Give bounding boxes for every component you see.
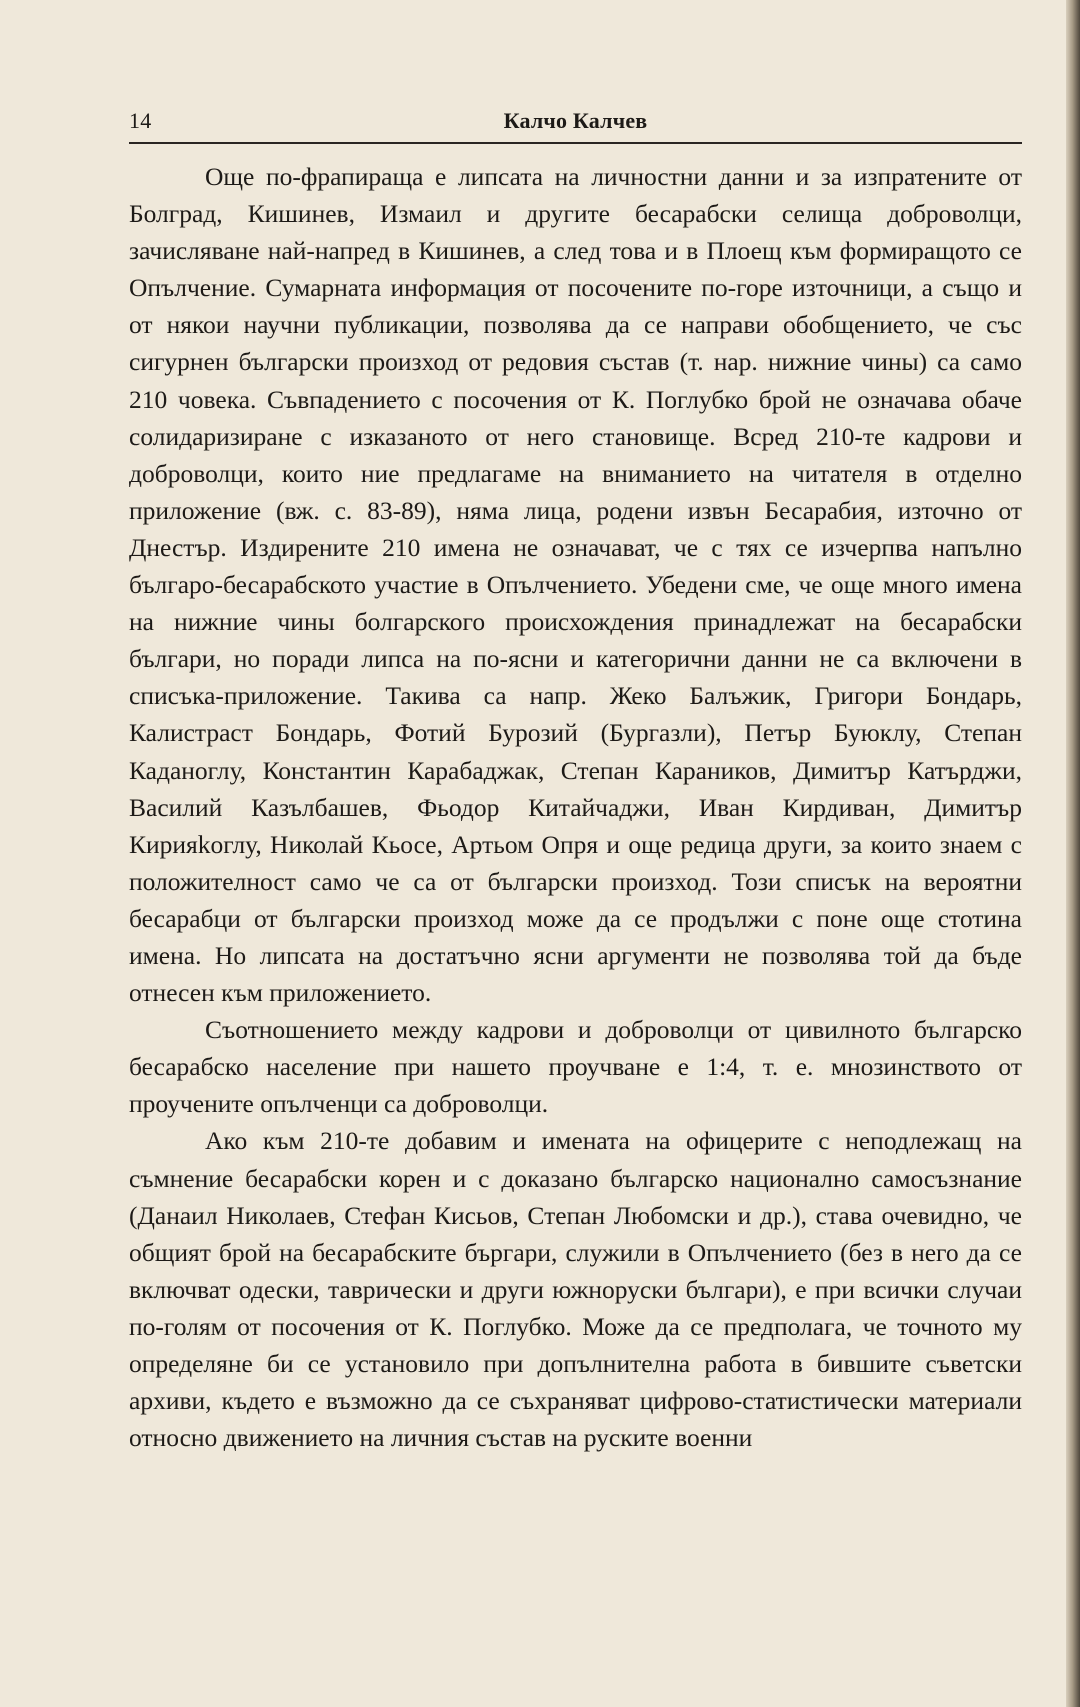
- running-head-author: Калчо Калчев: [503, 108, 648, 133]
- running-head: [129, 108, 1022, 140]
- body-text: [129, 158, 1022, 1456]
- paragraph: Още по-фрапираща е липсата на личностни данни и за изпратените от Болград, Кишинев, Измаил и другите бесарабски селища доброволци, зачисляване най-напред в Кишинев, а след това и в Плоещ към формиращото се Опълчение. Сумарната информация от посочените по-горе източници, а също и от някои научни публикации, позволява да се направи обобщението, че със сигурнен български произход от редовия състав (т. нар. нижние чины) са само 210 човека. Съвпадението с посочения от К. Поглубко брой не означава обаче солидаризиране с изказаното от него становище. Всред 210-те кадрови и доброволци, които ние предлагаме на вниманието на читателя в отделно приложение (вж. с. 83-89), няма лица, родени извън Бесарабия, източно от Днестър. Издирените 210 имена не означават, че с тях се изчерпва напълно българо-бесарабското участие в Опълчението. Убедени сме, че още много имена на нижние чины болгарского происхождения принадлежат на бесарабски българи, но поради липса на по-ясни и категорични данни не са включени в списъка-приложение. Такива са напр. Жеко Балъжик, Григори Бондарь, Калистраст Бондарь, Фотий Бурозий (Бургазли), Петър Буюклу, Степан Каданоглу, Константин Карабаджак, Степан Караников, Димитър Катърджи, Василий Казълбашев, Фьодор Китайчаджи, Иван Кирдиван, Димитър Кирияkоглу, Николай Кьосе, Артьом Опря и още редица други, за които знаем с положителност само че са от български произход. Този списък на вероятни бесарабци от български произход може да се продължи с поне още стотина имена. Но липсата на достатъчно ясни аргументи не позволява той да бъде отнесен към приложението.: [129, 162, 1022, 1008]
- paragraph: Съотношението между кадрови и доброволци от цивилното българско бесарабско население при нашето проучване е 1:4, т. е. мнозинството от проучените опълченци са доброволци.: [129, 1015, 1022, 1119]
- page-edge: [1066, 0, 1080, 1707]
- page-number: 14: [129, 108, 152, 133]
- paragraph: Ако към 210-те добавим и имената на офицерите с неподлежащ на съмнение бесарабски корен и с доказано българско национално самосъзнание (Данаил Николаев, Стефан Кисьов, Степан Любомски и др.), става очевидно, че общият брой на бесарабските бъргари, служили в Опълчението (без в него да се включват одески, таврически и други южноруски българи), е при всички случаи по-голям от посочения от К. Поглубко. Може да се предполага, че точното му определяне би се установило при допълнителна работа в бившите съветски архиви, където е възможно да се съхраняват цифрово-статистически материали относно движението на личния състав на руските военни: [129, 1126, 1022, 1453]
- header-rule: [129, 142, 1022, 144]
